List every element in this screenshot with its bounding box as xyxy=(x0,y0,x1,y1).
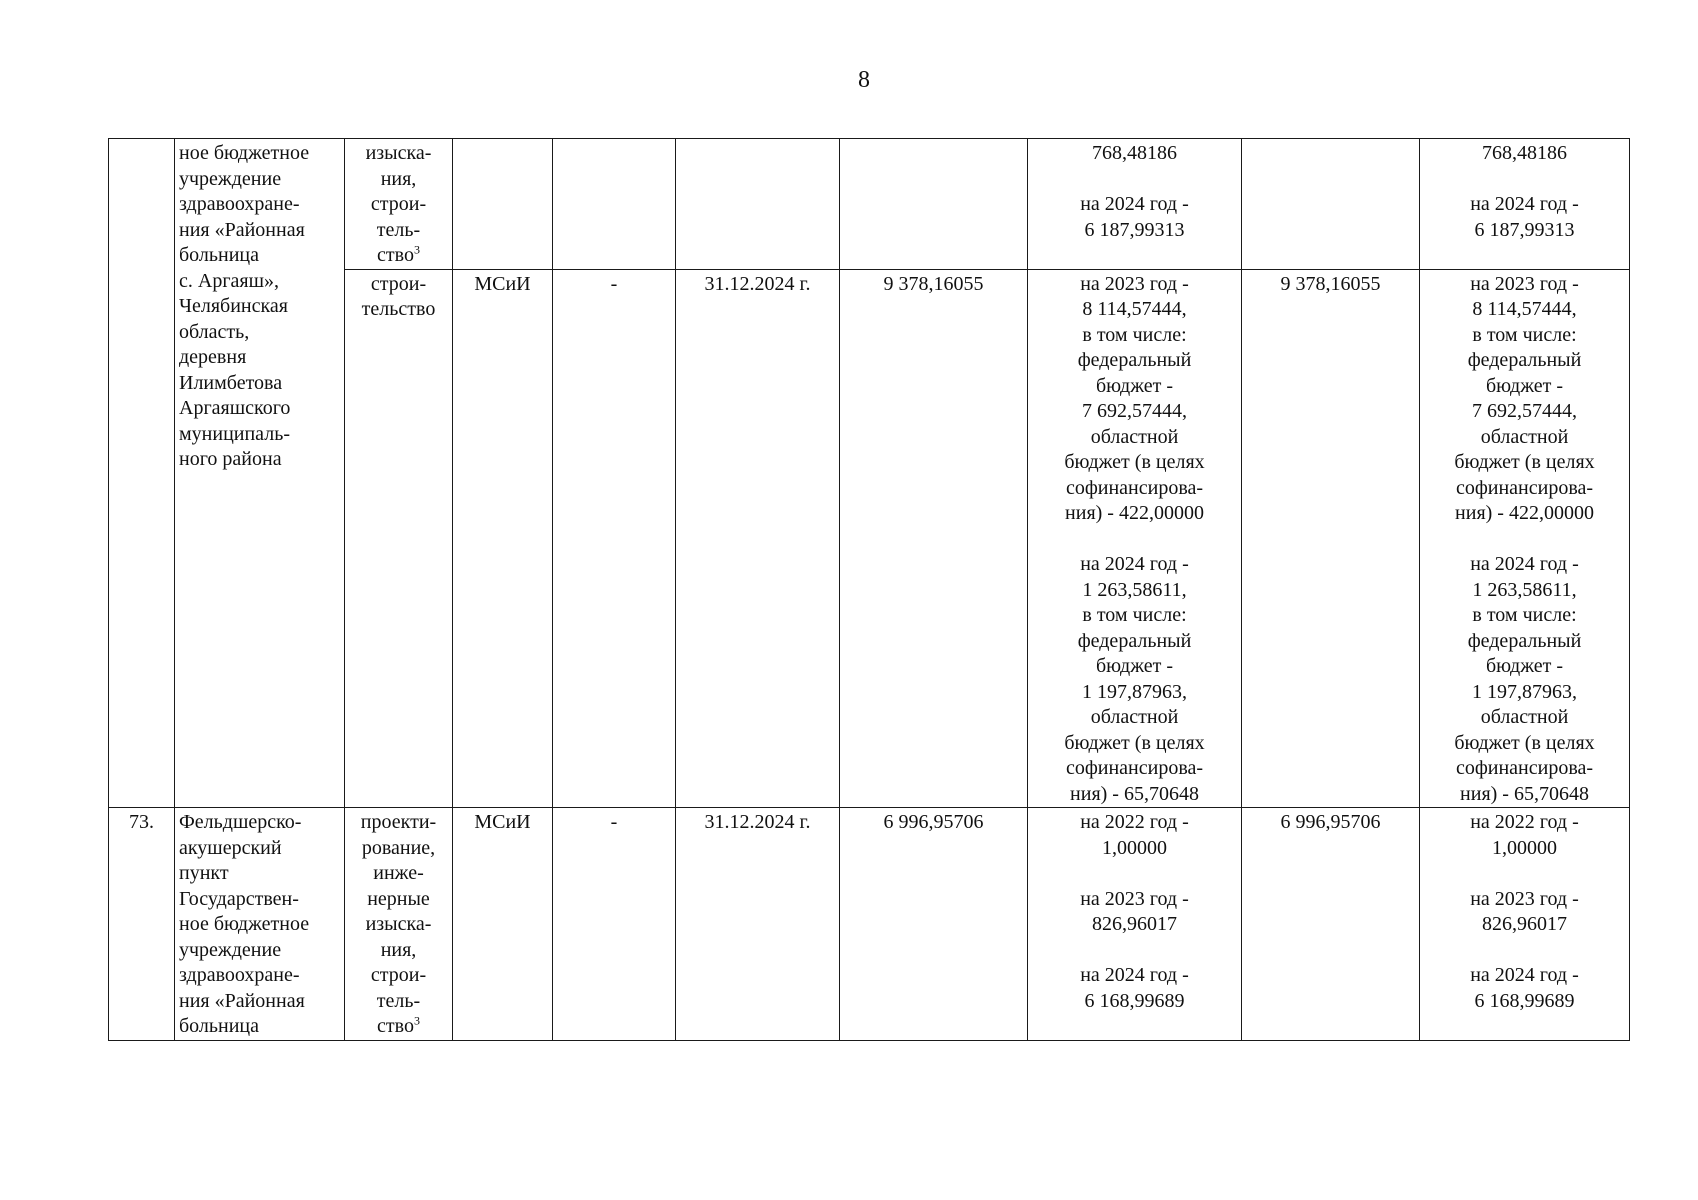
object-name-cell: ное бюджетное учреждение здравоохране- ния «Районная больница с. Аргаяш», Челябинская область, деревня Илимбетова Аргаяшского муниципаль- ного района xyxy=(175,139,345,808)
col5-cell: - xyxy=(553,269,676,808)
funding2-cell: 768,48186 на 2024 год - 6 187,99313 xyxy=(1420,139,1630,270)
work-type-cell xyxy=(345,808,453,1041)
table-row xyxy=(109,808,1630,1041)
cost2-cell: 9 378,16055 xyxy=(1242,269,1420,808)
objects-table xyxy=(108,138,1630,1041)
footnote-mark: 3 xyxy=(413,1013,420,1028)
work-type-text: проекти- рование, инже- нерные изыска- ния, строи- тель- ство xyxy=(360,811,437,1037)
cost2-cell: 6 996,95706 xyxy=(1242,808,1420,1041)
cost-cell: 6 996,95706 xyxy=(840,808,1028,1041)
row-number-cell xyxy=(109,139,175,808)
agency-cell xyxy=(453,139,553,270)
col5-cell: - xyxy=(553,808,676,1041)
work-type-cell: строи- тельство xyxy=(345,269,453,808)
funding2-cell: на 2022 год - 1,00000 на 2023 год - 826,96017 на 2024 год - 6 168,99689 xyxy=(1420,808,1630,1041)
deadline-cell: 31.12.2024 г. xyxy=(676,269,840,808)
work-type-text: изыска- ния, строи- тель- ство xyxy=(365,142,432,266)
footnote-mark: 3 xyxy=(413,242,420,257)
table-row xyxy=(109,139,1630,270)
page-number: 8 xyxy=(858,67,870,93)
deadline-cell: 31.12.2024 г. xyxy=(676,808,840,1041)
cost-cell xyxy=(840,139,1028,270)
object-name-cell: Фельдшерско- акушерский пункт Государствен- ное бюджетное учреждение здравоохране- ния «Районная больница xyxy=(175,808,345,1041)
funding-cell: 768,48186 на 2024 год - 6 187,99313 xyxy=(1028,139,1242,270)
agency-cell: МСиИ xyxy=(453,269,553,808)
row-number-cell: 73. xyxy=(109,808,175,1041)
funding-cell: на 2022 год - 1,00000 на 2023 год - 826,96017 на 2024 год - 6 168,99689 xyxy=(1028,808,1242,1041)
cost2-cell xyxy=(1242,139,1420,270)
cost-cell: 9 378,16055 xyxy=(840,269,1028,808)
funding2-cell: на 2023 год - 8 114,57444, в том числе: федеральный бюджет - 7 692,57444, областной бюджет (в целях софинансирова- ния) - 422,00000 на 2024 год - 1 263,58611, в том числе: федеральный бюджет - 1 197,87963, областной бюджет (в целях софинансирова- ния) - 65,70648 xyxy=(1420,269,1630,808)
funding-cell: на 2023 год - 8 114,57444, в том числе: федеральный бюджет - 7 692,57444, областной бюджет (в целях софинансирова- ния) - 422,00000 на 2024 год - 1 263,58611, в том числе: федеральный бюджет - 1 197,87963, областной бюджет (в целях софинансирова- ния) - 65,70648 xyxy=(1028,269,1242,808)
work-type-cell xyxy=(345,139,453,270)
deadline-cell xyxy=(676,139,840,270)
col5-cell xyxy=(553,139,676,270)
agency-cell: МСиИ xyxy=(453,808,553,1041)
